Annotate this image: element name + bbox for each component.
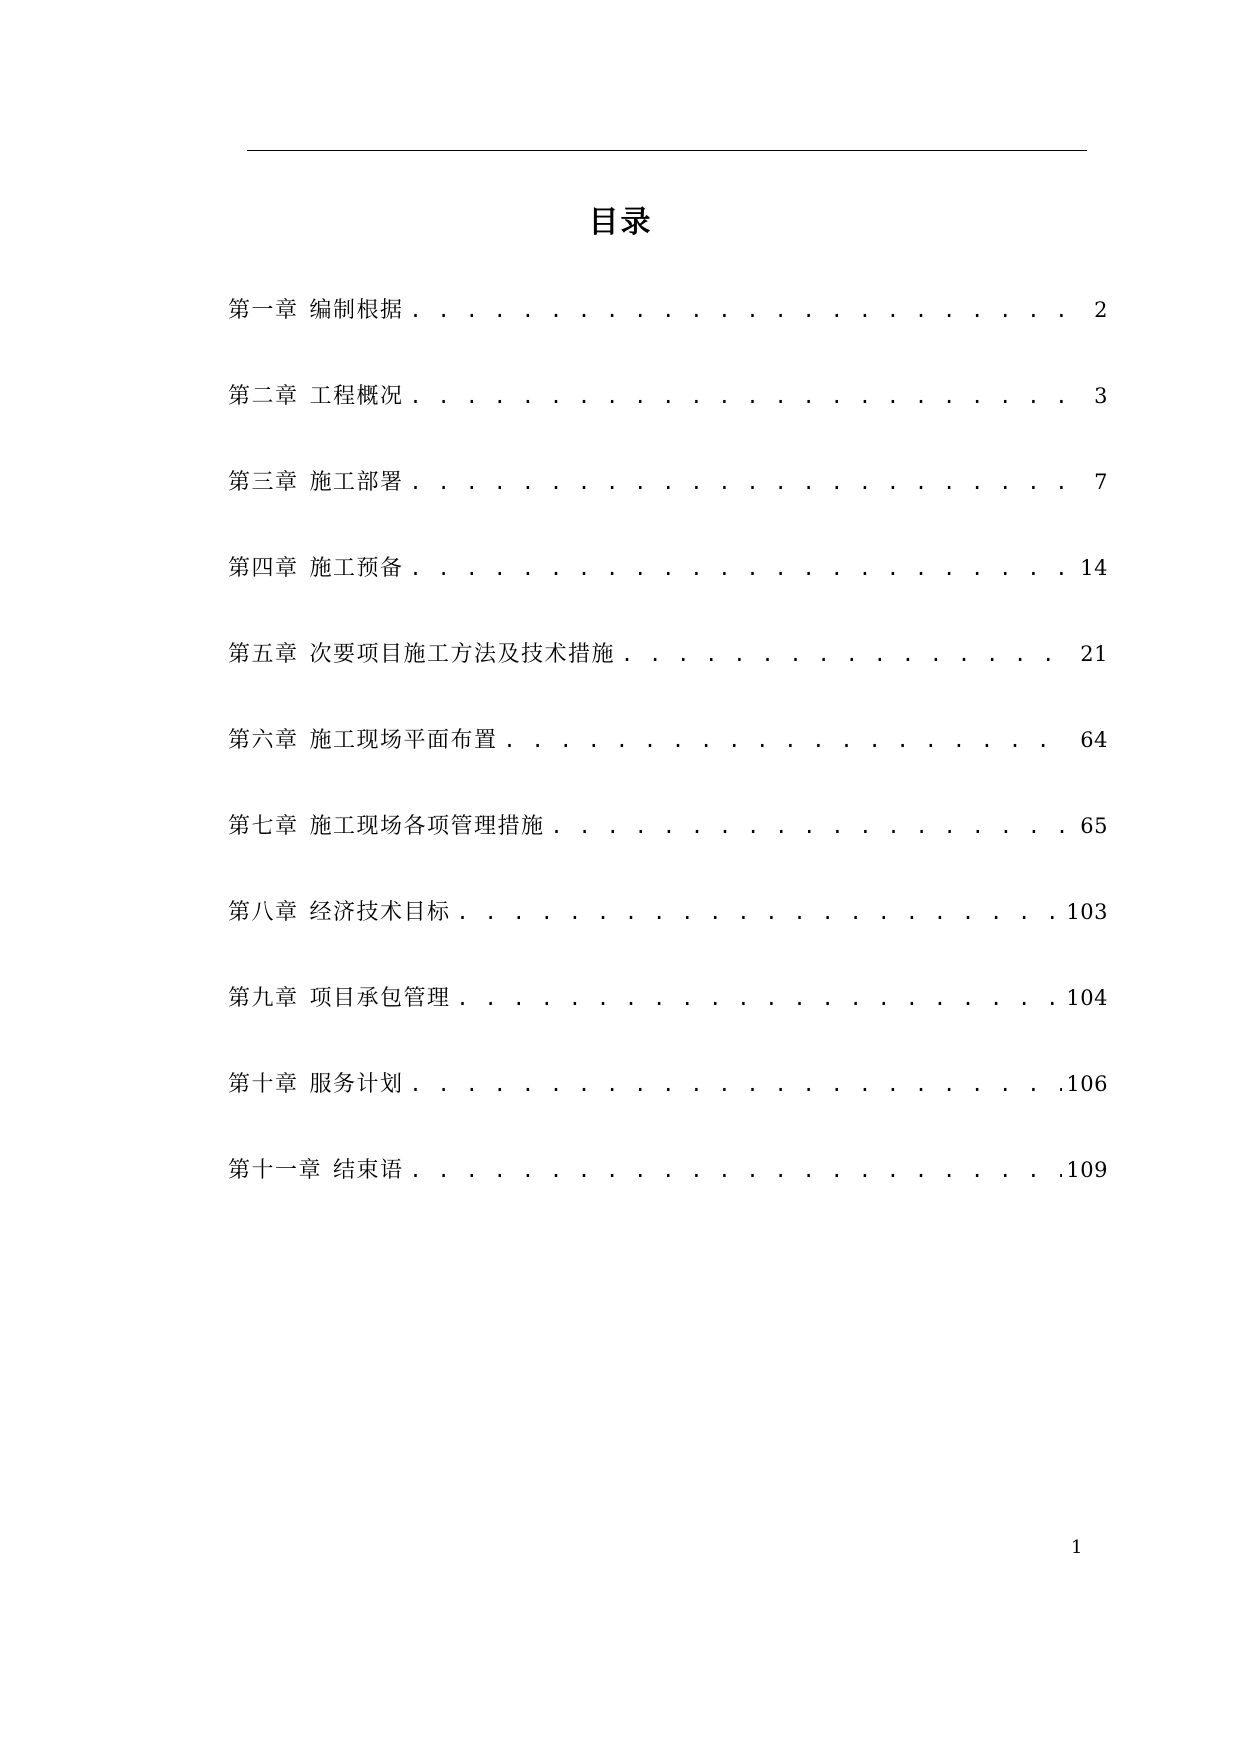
toc-page-number: 14 xyxy=(1080,556,1108,580)
toc-entry-9[interactable] xyxy=(228,981,1108,1067)
toc-dot-leader xyxy=(457,895,1063,929)
toc-chapter-number: 第一章 xyxy=(228,298,299,323)
toc-chapter-number: 第三章 xyxy=(228,470,299,495)
toc-dot-leader xyxy=(504,723,1064,757)
toc-dot-leader xyxy=(410,551,1064,585)
toc-entry-10[interactable] xyxy=(228,1067,1108,1153)
toc-page-number: 109 xyxy=(1066,1158,1108,1182)
toc-chapter-title: 施工现场平面布置 xyxy=(309,728,498,753)
toc-entry-6[interactable] xyxy=(228,723,1108,809)
toc-chapter-title: 经济技术目标 xyxy=(309,900,451,925)
toc-dot-leader xyxy=(410,1153,1063,1187)
toc-dot-leader xyxy=(621,637,1064,671)
toc-chapter-number: 第八章 xyxy=(228,900,299,925)
toc-entry-7[interactable] xyxy=(228,809,1108,895)
toc-page-number: 21 xyxy=(1080,642,1108,666)
toc-page-number: 3 xyxy=(1094,384,1108,408)
toc-chapter-title: 施工预备 xyxy=(309,556,404,581)
toc-page-number: 7 xyxy=(1094,470,1108,494)
toc-title: 目录 xyxy=(588,205,653,240)
toc-entry-4[interactable] xyxy=(228,551,1108,637)
toc-chapter-title: 施工部署 xyxy=(309,470,404,495)
toc-chapter-number: 第五章 xyxy=(228,642,299,667)
page-number: 1 xyxy=(1071,1537,1083,1558)
toc-chapter-number: 第十一章 xyxy=(228,1158,323,1183)
toc-chapter-number: 第四章 xyxy=(228,556,299,581)
toc-entry-5[interactable] xyxy=(228,637,1108,723)
toc-dot-leader xyxy=(410,379,1064,413)
toc-page-number: 64 xyxy=(1080,728,1108,752)
toc-chapter-number: 第二章 xyxy=(228,384,299,409)
toc-entry-8[interactable] xyxy=(228,895,1108,981)
table-of-contents xyxy=(228,293,1108,1239)
toc-chapter-title: 项目承包管理 xyxy=(309,986,451,1011)
toc-chapter-title: 结束语 xyxy=(333,1158,404,1183)
toc-entry-3[interactable] xyxy=(228,465,1108,551)
header-rule xyxy=(247,150,1087,151)
toc-dot-leader xyxy=(457,981,1063,1015)
toc-page-number: 2 xyxy=(1094,298,1108,322)
toc-chapter-number: 第十章 xyxy=(228,1072,299,1097)
toc-entry-2[interactable] xyxy=(228,379,1108,465)
toc-page-number: 103 xyxy=(1066,900,1108,924)
toc-dot-leader xyxy=(410,465,1064,499)
toc-entry-1[interactable] xyxy=(228,293,1108,379)
toc-page-number: 65 xyxy=(1080,814,1108,838)
toc-chapter-title: 编制根据 xyxy=(309,298,404,323)
toc-chapter-number: 第六章 xyxy=(228,728,299,753)
toc-entry-11[interactable] xyxy=(228,1153,1108,1239)
toc-chapter-title: 工程概况 xyxy=(309,384,404,409)
toc-page-number: 106 xyxy=(1066,1072,1108,1096)
toc-page-number: 104 xyxy=(1066,986,1108,1010)
toc-chapter-number: 第七章 xyxy=(228,814,299,839)
toc-chapter-title: 施工现场各项管理措施 xyxy=(309,814,545,839)
toc-dot-leader xyxy=(410,1067,1063,1101)
toc-chapter-number: 第九章 xyxy=(228,986,299,1011)
toc-chapter-title: 次要项目施工方法及技术措施 xyxy=(309,642,616,667)
toc-chapter-title: 服务计划 xyxy=(309,1072,404,1097)
toc-dot-leader xyxy=(410,293,1064,327)
toc-dot-leader xyxy=(551,809,1064,843)
